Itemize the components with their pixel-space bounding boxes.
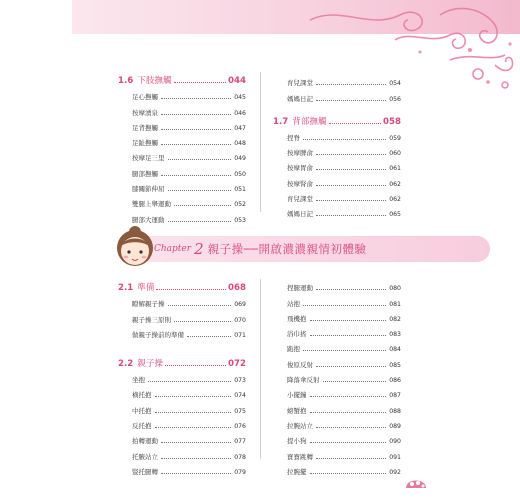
toc-entry[interactable] bbox=[118, 132, 246, 147]
leader-dots bbox=[310, 473, 387, 474]
leader-dots bbox=[310, 335, 387, 336]
leader-dots bbox=[168, 221, 232, 222]
section-2-2[interactable] bbox=[118, 355, 246, 369]
toc-entry[interactable] bbox=[118, 147, 246, 162]
entry-label: 親子操三原則 bbox=[132, 315, 171, 324]
entry-page: 056 bbox=[389, 95, 401, 103]
chapter-number: 2 bbox=[194, 240, 204, 258]
leader-dots bbox=[187, 336, 231, 337]
toc-entry[interactable] bbox=[273, 277, 401, 292]
section-1-7[interactable] bbox=[273, 113, 401, 127]
toc-entry[interactable] bbox=[118, 193, 246, 208]
entry-label: 做親子操前的準備 bbox=[132, 330, 184, 339]
entry-page: 074 bbox=[234, 392, 246, 400]
section-number: 1.7 bbox=[273, 116, 289, 127]
entry-label: 膝關節伸屈 bbox=[132, 185, 165, 194]
entry-page: 045 bbox=[234, 94, 246, 102]
entry-page: 088 bbox=[389, 407, 401, 415]
entry-label: 中托抱 bbox=[132, 406, 152, 415]
leader-dots bbox=[316, 84, 386, 85]
entry-label: 坐抱 bbox=[132, 376, 145, 385]
leader-dots bbox=[303, 350, 386, 351]
toc-entry[interactable] bbox=[118, 369, 246, 384]
entry-page: 051 bbox=[234, 186, 246, 194]
leader-dots bbox=[310, 442, 387, 443]
leader-dots bbox=[303, 139, 386, 140]
section-page: 068 bbox=[228, 283, 246, 293]
entry-label: 育兒課堂 bbox=[287, 79, 313, 88]
entry-page: 061 bbox=[389, 165, 401, 173]
entry-page: 086 bbox=[389, 377, 401, 385]
entry-label: 足趾撫觸 bbox=[132, 139, 158, 148]
toc-entry[interactable] bbox=[273, 72, 401, 87]
entry-page: 083 bbox=[389, 331, 401, 339]
toc-entry[interactable] bbox=[118, 117, 246, 132]
section-page: 044 bbox=[228, 76, 246, 86]
entry-label: 足心撫觸 bbox=[132, 93, 158, 102]
leader-dots bbox=[161, 175, 231, 176]
entry-label: 按摩腎俞 bbox=[287, 179, 313, 188]
leader-dots bbox=[161, 114, 231, 115]
section-title: 背部撫觸 bbox=[292, 116, 327, 127]
entry-label: 媽媽日記 bbox=[287, 94, 313, 103]
entry-page: 077 bbox=[234, 438, 246, 446]
leader-dots bbox=[316, 200, 386, 201]
entry-page: 047 bbox=[234, 124, 246, 132]
leader-dots bbox=[161, 129, 231, 130]
entry-label: 豎托腿轉 bbox=[132, 467, 158, 476]
leader-dots bbox=[310, 320, 387, 321]
toc-entry[interactable] bbox=[273, 172, 401, 187]
leader-dots bbox=[168, 305, 232, 306]
toc-entry[interactable] bbox=[273, 338, 401, 353]
entry-page: 071 bbox=[234, 331, 246, 339]
entry-page: 052 bbox=[234, 201, 246, 209]
leader-dots bbox=[174, 321, 231, 322]
chapter-title: 親子操──開啟濃濃親情初體驗 bbox=[207, 242, 367, 256]
section-number: 1.6 bbox=[118, 76, 134, 86]
leader-dots bbox=[161, 98, 231, 99]
toc-top-left bbox=[118, 72, 246, 224]
entry-page: 084 bbox=[389, 346, 401, 354]
entry-page: 089 bbox=[389, 422, 401, 430]
toc-entry[interactable] bbox=[273, 203, 401, 218]
leader-dots bbox=[310, 396, 387, 397]
leader-dots bbox=[161, 458, 231, 459]
entry-label: 拍轉運動 bbox=[132, 437, 158, 446]
section-2-1[interactable] bbox=[118, 279, 246, 293]
entry-page: 090 bbox=[389, 438, 401, 446]
entry-label: 瞭解親子操 bbox=[132, 300, 165, 309]
entry-label: 捏腿運動 bbox=[287, 284, 313, 293]
toc-entry[interactable] bbox=[118, 445, 246, 460]
leader-dots bbox=[155, 412, 232, 413]
entry-label: 反托抱 bbox=[132, 422, 152, 431]
entry-page: 073 bbox=[234, 377, 246, 385]
entry-page: 076 bbox=[234, 423, 246, 431]
toc-entry[interactable] bbox=[273, 308, 401, 323]
entry-label: 跪抱 bbox=[287, 345, 300, 354]
entry-page: 059 bbox=[389, 134, 401, 142]
toc-entry[interactable] bbox=[118, 101, 246, 116]
chapter-heading bbox=[124, 236, 490, 262]
section-page: 058 bbox=[383, 116, 401, 127]
toc-entry[interactable] bbox=[118, 430, 246, 445]
leader-dots bbox=[168, 159, 232, 160]
leader-dots bbox=[316, 169, 386, 170]
entry-page: 062 bbox=[389, 196, 401, 204]
entry-label: 按摩脾俞 bbox=[287, 149, 313, 158]
entry-page: 085 bbox=[389, 361, 401, 369]
entry-label: 螃蟹抱 bbox=[287, 406, 307, 415]
entry-page: 081 bbox=[389, 300, 401, 308]
entry-page: 060 bbox=[389, 150, 401, 158]
leader-dots bbox=[161, 473, 231, 474]
entry-page: 075 bbox=[234, 407, 246, 415]
toc-entry[interactable] bbox=[273, 127, 401, 142]
toc-entry[interactable] bbox=[118, 384, 246, 399]
entry-label: 拉腕站立 bbox=[287, 421, 313, 430]
section-page: 072 bbox=[228, 358, 246, 369]
entry-page: 087 bbox=[389, 392, 401, 400]
entry-page: 062 bbox=[389, 180, 401, 188]
entry-label: 捏脊 bbox=[287, 133, 300, 142]
toc-entry[interactable] bbox=[273, 292, 401, 307]
column-divider bbox=[260, 279, 261, 459]
toc-bottom-right bbox=[273, 277, 401, 476]
entry-label: 按摩湧泉 bbox=[132, 108, 158, 117]
leader-dots bbox=[316, 154, 386, 155]
leader-dots bbox=[165, 365, 226, 366]
chapter-word: Chapter bbox=[154, 244, 192, 254]
entry-label: 腿部撫觸 bbox=[132, 169, 158, 178]
entry-label: 俊原反射 bbox=[287, 360, 313, 369]
entry-page: 080 bbox=[389, 285, 401, 293]
toc-entry[interactable] bbox=[273, 415, 401, 430]
entry-label: 橫托抱 bbox=[132, 391, 152, 400]
leader-dots bbox=[316, 366, 386, 367]
leader-dots bbox=[168, 190, 232, 191]
leader-dots bbox=[310, 412, 387, 413]
entry-page: 082 bbox=[389, 315, 401, 323]
entry-page: 070 bbox=[234, 316, 246, 324]
entry-page: 078 bbox=[234, 453, 246, 461]
entry-label: 降落傘反射 bbox=[287, 376, 320, 385]
entry-page: 046 bbox=[234, 109, 246, 117]
section-1-6[interactable] bbox=[118, 72, 246, 86]
entry-page: 050 bbox=[234, 170, 246, 178]
toc-entry[interactable] bbox=[118, 162, 246, 177]
leader-dots bbox=[161, 144, 231, 145]
entry-label: 足背撫觸 bbox=[132, 123, 158, 132]
leader-dots bbox=[316, 458, 386, 459]
entry-page: 065 bbox=[389, 211, 401, 219]
entry-label: 站抱 bbox=[287, 299, 300, 308]
toc-entry[interactable] bbox=[273, 157, 401, 172]
entry-label: 飛機抱 bbox=[287, 314, 307, 323]
entry-label: 浴巾搖 bbox=[287, 330, 307, 339]
leader-dots bbox=[174, 82, 226, 83]
entry-page: 091 bbox=[389, 453, 401, 461]
toc-entry[interactable] bbox=[273, 430, 401, 445]
entry-label: 腿部大運動 bbox=[132, 215, 165, 224]
toc-entry[interactable] bbox=[273, 142, 401, 157]
entry-label: 按摩足三里 bbox=[132, 154, 165, 163]
toc-entry[interactable] bbox=[273, 323, 401, 338]
entry-page: 048 bbox=[234, 140, 246, 148]
entry-label: 媽媽日記 bbox=[287, 210, 313, 219]
toc-top-right bbox=[273, 72, 401, 218]
entry-page: 054 bbox=[389, 80, 401, 88]
leader-dots bbox=[316, 215, 386, 216]
leader-dots bbox=[161, 442, 231, 443]
leader-dots bbox=[155, 396, 232, 397]
entry-page: 053 bbox=[234, 216, 246, 224]
toc-entry[interactable] bbox=[273, 353, 401, 368]
leader-dots bbox=[323, 381, 387, 382]
leader-dots bbox=[148, 381, 231, 382]
toc-entry[interactable] bbox=[273, 445, 401, 460]
entry-label: 雙腿上舉運動 bbox=[132, 200, 171, 209]
entry-label: 提小狗 bbox=[287, 437, 307, 446]
toc-bottom-left bbox=[118, 279, 246, 476]
toc-entry[interactable] bbox=[118, 399, 246, 414]
toc-entry[interactable] bbox=[118, 415, 246, 430]
entry-page: 079 bbox=[234, 468, 246, 476]
leader-dots bbox=[316, 100, 386, 101]
toc-entry[interactable] bbox=[273, 369, 401, 384]
column-divider bbox=[260, 72, 261, 212]
section-title: 下肢撫觸 bbox=[137, 76, 172, 86]
leader-dots bbox=[155, 427, 232, 428]
toc-entry[interactable] bbox=[273, 188, 401, 203]
toc-entry[interactable] bbox=[273, 87, 401, 102]
toc-entry[interactable] bbox=[273, 461, 401, 476]
leader-dots bbox=[316, 427, 386, 428]
entry-label: 寶寶跳轉 bbox=[287, 452, 313, 461]
girl-illustration-icon bbox=[113, 226, 157, 274]
entry-label: 按摩胃俞 bbox=[287, 164, 313, 173]
entry-label: 托腋站立 bbox=[132, 452, 158, 461]
entry-page: 049 bbox=[234, 155, 246, 163]
toc-entry[interactable] bbox=[118, 86, 246, 101]
leader-dots bbox=[174, 205, 231, 206]
leader-dots bbox=[156, 289, 226, 290]
leader-dots bbox=[316, 185, 386, 186]
entry-label: 小擺鐘 bbox=[287, 391, 307, 400]
page-number-badge-icon bbox=[404, 474, 428, 490]
entry-label: 育兒課堂 bbox=[287, 195, 313, 204]
section-number: 2.1 bbox=[118, 283, 134, 293]
toc-entry[interactable] bbox=[118, 324, 246, 339]
toc-entry[interactable] bbox=[273, 399, 401, 414]
toc-entry[interactable] bbox=[118, 293, 246, 308]
toc-entry[interactable] bbox=[118, 461, 246, 476]
entry-label: 拉腕擺 bbox=[287, 467, 307, 476]
leader-dots bbox=[303, 305, 386, 306]
toc-entry[interactable] bbox=[118, 208, 246, 223]
section-title: 準備 bbox=[137, 283, 155, 293]
leader-dots bbox=[329, 123, 381, 124]
toc-entry[interactable] bbox=[273, 384, 401, 399]
section-title: 親子操 bbox=[137, 358, 164, 369]
entry-page: 069 bbox=[234, 301, 246, 309]
toc-entry[interactable] bbox=[118, 178, 246, 193]
section-number: 2.2 bbox=[118, 358, 134, 369]
entry-page: 092 bbox=[389, 468, 401, 476]
leader-dots bbox=[316, 289, 386, 290]
toc-entry[interactable] bbox=[118, 308, 246, 323]
